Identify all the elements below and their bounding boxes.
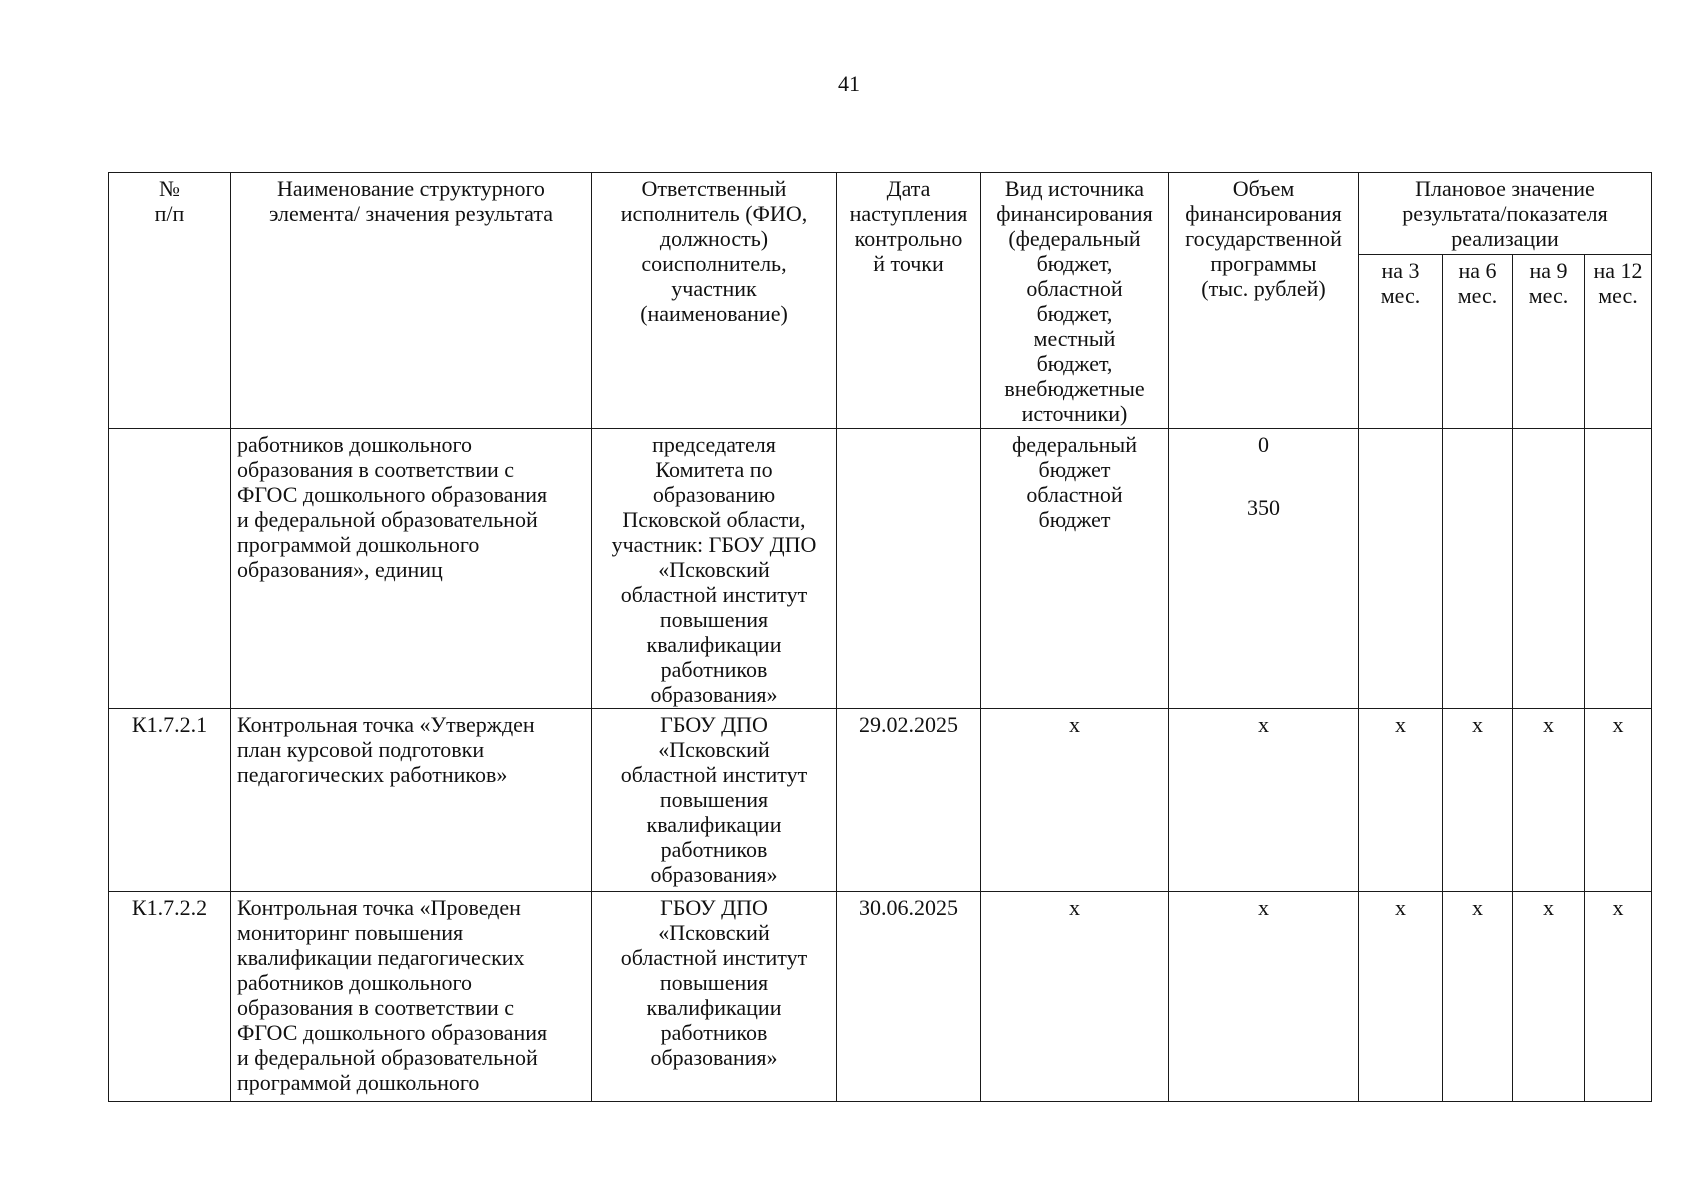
- cell-6-months: [1443, 429, 1513, 709]
- cell-element-name: работников дошкольного образования в соответствии с ФГОС дошкольного образования и федеральной образовательной программой дошкольного образования», единиц: [231, 429, 592, 709]
- cell-6-months: х: [1443, 709, 1513, 892]
- header-funding-source: Вид источника финансирования (федеральный бюджет, областной бюджет, местный бюджет, внебюджетные источники): [981, 173, 1169, 429]
- cell-3-months: [1359, 429, 1443, 709]
- header-checkpoint-date: Дата наступления контрольно й точки: [837, 173, 981, 429]
- cell-funding-source: х: [981, 709, 1169, 892]
- cell-9-months: [1513, 429, 1585, 709]
- table-row: [109, 892, 1652, 1102]
- header-funding-volume: Объем финансирования государственной программы (тыс. рублей): [1169, 173, 1359, 429]
- header-3-months: на 3 мес.: [1359, 255, 1443, 429]
- cell-3-months: х: [1359, 892, 1443, 1102]
- table-header-row: [109, 173, 1652, 255]
- header-element-name: Наименование структурного элемента/ значения результата: [231, 173, 592, 429]
- cell-date: [837, 429, 981, 709]
- cell-6-months: х: [1443, 892, 1513, 1102]
- volume-spacer: [1175, 457, 1352, 495]
- cell-funding-source: х: [981, 892, 1169, 1102]
- cell-funding-volume: [1169, 429, 1359, 709]
- header-responsible: Ответственный исполнитель (ФИО, должность) соисполнитель, участник (наименование): [592, 173, 837, 429]
- cell-9-months: х: [1513, 892, 1585, 1102]
- cell-responsible: председателя Комитета по образованию Псковской области, участник: ГБОУ ДПО «Псковский областной институт повышения квалификации работников образования»: [592, 429, 837, 709]
- cell-12-months: [1585, 429, 1652, 709]
- cell-element-name: Контрольная точка «Утвержден план курсовой подготовки педагогических работников»: [231, 709, 592, 892]
- cell-responsible: ГБОУ ДПО «Псковский областной институт повышения квалификации работников образования»: [592, 709, 837, 892]
- funding-volume-federal: 0: [1258, 432, 1269, 457]
- cell-9-months: х: [1513, 709, 1585, 892]
- header-planned-value: Плановое значение результата/показателя реализации: [1359, 173, 1652, 255]
- header-12-months: на 12 мес.: [1585, 255, 1652, 429]
- cell-number: [109, 429, 231, 709]
- funding-volume-regional: 350: [1247, 495, 1280, 520]
- cell-date: 29.02.2025: [837, 709, 981, 892]
- header-9-months: на 9 мес.: [1513, 255, 1585, 429]
- cell-number: К1.7.2.2: [109, 892, 231, 1102]
- table-row: [109, 709, 1652, 892]
- cell-date: 30.06.2025: [837, 892, 981, 1102]
- cell-12-months: х: [1585, 709, 1652, 892]
- cell-element-name: Контрольная точка «Проведен мониторинг повышения квалификации педагогических работников дошкольного образования в соответствии с ФГОС дошкольного образования и федеральной образовательной программой дошкольного: [231, 892, 592, 1102]
- cell-funding-source: [981, 429, 1169, 709]
- funding-source-federal: федеральный бюджет: [1012, 432, 1137, 482]
- table-row-continuation: [109, 429, 1652, 709]
- header-number: № п/п: [109, 173, 231, 429]
- page-number: 41: [838, 71, 860, 96]
- cell-responsible: ГБОУ ДПО «Псковский областной институт повышения квалификации работников образования»: [592, 892, 837, 1102]
- cell-number: К1.7.2.1: [109, 709, 231, 892]
- funding-source-regional: областной бюджет: [1026, 482, 1123, 532]
- control-points-table: [108, 172, 1652, 1102]
- cell-3-months: х: [1359, 709, 1443, 892]
- header-6-months: на 6 мес.: [1443, 255, 1513, 429]
- cell-funding-volume: х: [1169, 709, 1359, 892]
- cell-12-months: х: [1585, 892, 1652, 1102]
- cell-funding-volume: х: [1169, 892, 1359, 1102]
